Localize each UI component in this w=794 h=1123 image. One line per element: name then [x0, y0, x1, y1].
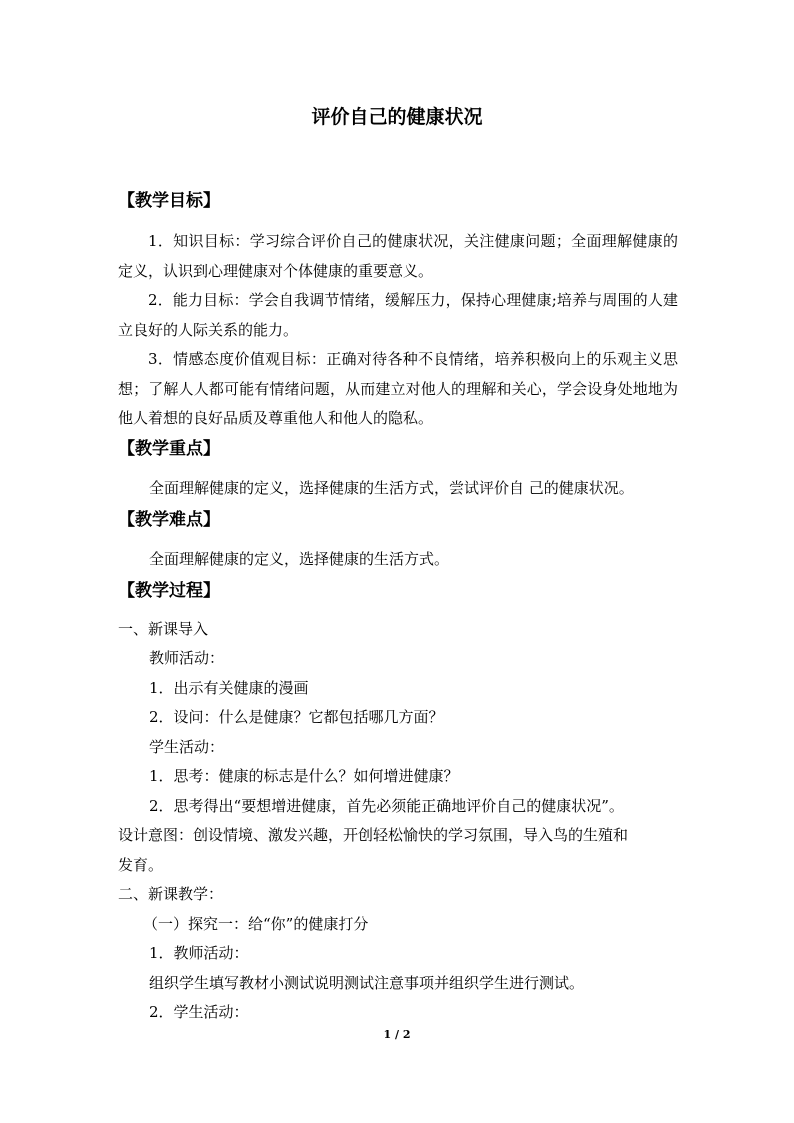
heading-key-points: 【教学重点】 [118, 439, 220, 459]
part2-teacher-text: 组织学生填写教材小测试说明测试注意事项并组织学生进行测试。 [149, 974, 585, 992]
process-part2-title: 二、新课教学： [118, 885, 224, 903]
difficulties-text: 全面理解健康的定义，选择健康的生活方式。 [149, 550, 450, 568]
teacher-activity-label: 教师活动： [149, 649, 225, 667]
student-activity-label: 学生活动： [149, 738, 225, 756]
part2-teacher-label: 1．教师活动： [149, 944, 249, 962]
document-title: 评价自己的健康状况 [311, 106, 483, 128]
objective-item-3: 3．情感态度价值观目标：正确对待各种不良情绪，培养积极向上的乐观主义思想；了解人人都可能有情绪问题，从而建立对他人的理解和关心，学会设身处地地为他人着想的良好品质及尊重他人和他人的隐私。 [118, 350, 678, 428]
student-activity-item-1: 1．思考：健康的标志是什么？如何增进健康？ [149, 767, 459, 785]
heading-difficulties: 【教学难点】 [118, 510, 220, 530]
heading-objectives: 【教学目标】 [118, 191, 220, 211]
teacher-activity-item-1: 1．出示有关健康的漫画 [149, 679, 309, 697]
teacher-activity-item-2: 2．设问：什么是健康？它都包括哪几方面？ [149, 708, 444, 726]
page-number: 1 / 2 [383, 1028, 411, 1041]
student-activity-item-2: 2．思考得出“要想增进健康，首先必须能正确地评价自己的健康状况”。 [149, 797, 624, 815]
design-intent-line-2: 发育。 [118, 856, 164, 874]
objective-item-2: 2．能力目标：学会自我调节情绪，缓解压力，保持心理健康;培养与周围的人建立良好的人际关系的能力。 [118, 291, 678, 339]
key-points-text: 全面理解健康的定义，选择健康的生活方式，尝试评价自 己的健康状况。 [149, 479, 634, 497]
objective-item-1: 1．知识目标：学习综合评价自己的健康状况，关注健康问题；全面理解健康的定义，认识到心理健康对个体健康的重要意义。 [118, 232, 678, 280]
part2-student-label: 2．学生活动： [149, 1003, 249, 1021]
heading-process: 【教学过程】 [118, 581, 220, 601]
process-part1-title: 一、新课导入 [118, 620, 209, 638]
inquiry-1-title: （一）探究一：给“你”的健康打分 [143, 915, 369, 933]
design-intent-line-1: 设计意图：创设情境、激发兴趣，开创轻松愉快的学习氛围，导入鸟的生殖和 [118, 826, 629, 844]
